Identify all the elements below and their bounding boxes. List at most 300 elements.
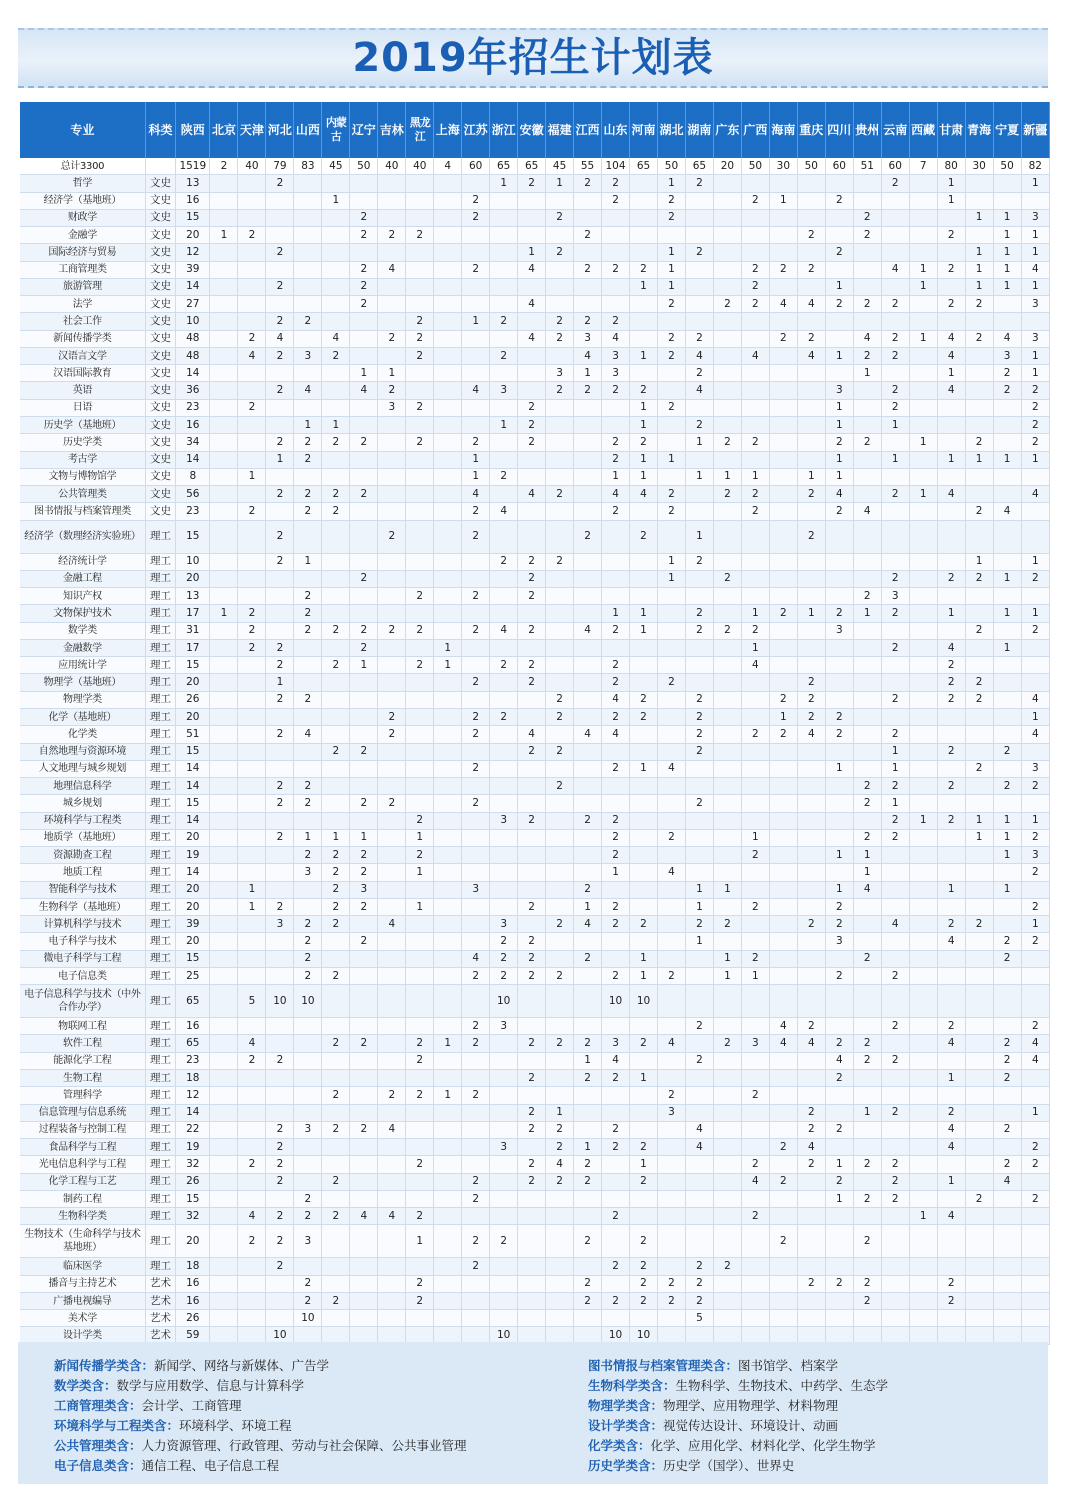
table-row	[20, 829, 1050, 846]
quota-cell: 4	[993, 503, 1021, 520]
quota-cell	[685, 1190, 713, 1207]
quota-cell	[630, 639, 658, 656]
header-category: 科类	[145, 102, 175, 158]
quota-cell	[741, 451, 769, 468]
quota-cell: 17	[176, 639, 210, 656]
quota-cell	[210, 175, 238, 192]
quota-cell: 2	[993, 1070, 1021, 1087]
quota-cell	[965, 605, 993, 622]
quota-cell: 2	[685, 795, 713, 812]
quota-cell	[574, 639, 602, 656]
quota-cell: 2	[294, 605, 322, 622]
quota-cell: 1	[713, 881, 741, 898]
quota-cell	[602, 553, 630, 570]
legend-value: 化学、应用化学、材料化学、化学生物学	[650, 1438, 876, 1453]
quota-cell: 2	[685, 1292, 713, 1309]
quota-cell	[490, 760, 518, 777]
quota-cell	[574, 864, 602, 881]
major-cell: 总计3300	[20, 158, 145, 175]
quota-cell	[294, 1018, 322, 1035]
quota-cell: 2	[602, 382, 630, 399]
quota-cell	[294, 674, 322, 691]
quota-cell	[602, 278, 630, 295]
quota-cell	[574, 1121, 602, 1138]
quota-cell	[546, 795, 574, 812]
table-row	[20, 296, 1050, 313]
quota-cell: 4	[630, 486, 658, 503]
quota-cell: 2	[322, 347, 350, 364]
major-cell: 考古学	[20, 451, 145, 468]
quota-cell	[602, 296, 630, 313]
quota-cell	[937, 1258, 965, 1275]
quota-cell	[350, 503, 378, 520]
quota-cell	[797, 209, 825, 226]
quota-cell	[909, 416, 937, 433]
quota-cell	[937, 985, 965, 1018]
quota-cell	[462, 605, 490, 622]
quota-cell	[490, 1156, 518, 1173]
quota-cell	[322, 244, 350, 261]
quota-cell: 18	[176, 1258, 210, 1275]
quota-cell	[853, 1258, 881, 1275]
quota-cell	[434, 520, 462, 553]
quota-cell	[797, 1190, 825, 1207]
quota-cell: 40	[378, 158, 406, 175]
quota-cell	[909, 881, 937, 898]
quota-cell: 4	[518, 486, 546, 503]
quota-cell	[630, 743, 658, 760]
quota-cell	[350, 192, 378, 209]
quota-cell	[657, 605, 685, 622]
quota-cell	[294, 244, 322, 261]
quota-cell	[713, 985, 741, 1018]
quota-cell	[406, 708, 434, 725]
quota-cell: 2	[490, 967, 518, 984]
quota-cell: 1	[294, 829, 322, 846]
quota-cell	[238, 261, 266, 278]
quota-cell	[434, 726, 462, 743]
category-cell: 理工	[145, 726, 175, 743]
quota-cell	[518, 985, 546, 1018]
quota-cell	[210, 657, 238, 674]
quota-cell	[769, 227, 797, 244]
quota-cell	[266, 1035, 294, 1052]
quota-cell: 2	[965, 503, 993, 520]
quota-cell	[630, 657, 658, 674]
quota-cell	[657, 365, 685, 382]
quota-cell	[909, 570, 937, 587]
quota-cell: 1	[1021, 175, 1049, 192]
quota-cell	[546, 760, 574, 777]
header-province: 新疆	[1021, 102, 1049, 158]
quota-cell: 1	[909, 330, 937, 347]
quota-cell: 3	[825, 382, 853, 399]
quota-cell: 2	[657, 1087, 685, 1104]
quota-cell: 2	[993, 743, 1021, 760]
quota-cell	[378, 1052, 406, 1069]
quota-cell	[769, 175, 797, 192]
quota-cell	[210, 451, 238, 468]
header-province: 甘肃	[937, 102, 965, 158]
legend-value: 数学与应用数学、信息与计算科学	[116, 1378, 305, 1393]
quota-cell	[518, 1225, 546, 1258]
quota-cell: 2	[266, 1121, 294, 1138]
quota-cell	[1021, 881, 1049, 898]
legend-value: 环境科学、环境工程	[179, 1418, 292, 1433]
quota-cell	[825, 365, 853, 382]
quota-cell	[406, 1190, 434, 1207]
quota-cell: 2	[518, 434, 546, 451]
quota-cell	[881, 985, 909, 1018]
quota-cell	[490, 864, 518, 881]
table-row	[20, 278, 1050, 295]
quota-cell	[434, 588, 462, 605]
quota-cell	[238, 1104, 266, 1121]
quota-cell	[741, 588, 769, 605]
quota-cell	[546, 399, 574, 416]
major-cell: 信息管理与信息系统	[20, 1104, 145, 1121]
quota-cell	[630, 933, 658, 950]
quota-cell	[434, 244, 462, 261]
quota-cell: 4	[462, 486, 490, 503]
quota-cell	[797, 950, 825, 967]
quota-cell: 2	[546, 1035, 574, 1052]
quota-cell: 2	[602, 451, 630, 468]
category-cell: 理工	[145, 639, 175, 656]
legend-item	[588, 1416, 888, 1436]
quota-cell	[881, 1275, 909, 1292]
quota-cell: 2	[462, 726, 490, 743]
quota-cell: 4	[993, 1173, 1021, 1190]
quota-cell: 2	[881, 639, 909, 656]
quota-cell	[853, 1173, 881, 1190]
quota-cell	[937, 795, 965, 812]
quota-cell: 2	[462, 708, 490, 725]
header-province: 湖南	[685, 102, 713, 158]
quota-cell	[825, 553, 853, 570]
quota-cell	[266, 881, 294, 898]
quota-cell	[685, 1087, 713, 1104]
quota-cell	[518, 503, 546, 520]
quota-cell: 1	[657, 175, 685, 192]
quota-cell	[294, 1052, 322, 1069]
quota-cell	[490, 296, 518, 313]
quota-cell: 2	[853, 1035, 881, 1052]
quota-cell	[769, 209, 797, 226]
quota-cell	[657, 933, 685, 950]
quota-cell: 2	[602, 434, 630, 451]
quota-cell	[434, 365, 462, 382]
category-cell: 文史	[145, 503, 175, 520]
quota-cell: 2	[965, 434, 993, 451]
quota-cell	[378, 933, 406, 950]
quota-cell: 2	[853, 588, 881, 605]
quota-cell	[350, 1070, 378, 1087]
quota-cell: 2	[266, 657, 294, 674]
quota-cell	[909, 520, 937, 553]
quota-cell	[769, 382, 797, 399]
quota-cell: 1	[937, 451, 965, 468]
quota-cell	[1021, 1070, 1049, 1087]
quota-cell	[741, 1018, 769, 1035]
quota-cell	[434, 209, 462, 226]
legend-key: 公共管理类含：	[54, 1438, 142, 1453]
quota-cell: 2	[294, 1208, 322, 1225]
quota-cell	[266, 570, 294, 587]
quota-cell	[210, 192, 238, 209]
quota-cell: 2	[462, 674, 490, 691]
quota-cell	[993, 795, 1021, 812]
quota-cell	[294, 1156, 322, 1173]
category-cell	[145, 158, 175, 175]
quota-cell: 4	[853, 503, 881, 520]
quota-cell: 2	[574, 1156, 602, 1173]
category-cell: 理工	[145, 691, 175, 708]
quota-cell	[685, 778, 713, 795]
major-cell: 环境科学与工程类	[20, 812, 145, 829]
quota-cell: 2	[406, 657, 434, 674]
quota-cell	[462, 330, 490, 347]
quota-cell	[266, 1087, 294, 1104]
quota-cell	[294, 1139, 322, 1156]
quota-cell	[965, 1173, 993, 1190]
quota-cell	[713, 933, 741, 950]
category-cell: 理工	[145, 812, 175, 829]
quota-cell	[602, 1087, 630, 1104]
quota-cell: 2	[238, 227, 266, 244]
quota-cell	[546, 261, 574, 278]
quota-cell	[825, 209, 853, 226]
quota-cell	[1021, 1310, 1049, 1327]
quota-cell	[378, 503, 406, 520]
legend-item	[54, 1456, 467, 1476]
quota-cell: 1	[685, 434, 713, 451]
category-cell: 文史	[145, 468, 175, 485]
quota-cell	[685, 451, 713, 468]
quota-cell	[294, 708, 322, 725]
table-row	[20, 1208, 1050, 1225]
quota-cell	[909, 639, 937, 656]
quota-cell	[434, 1052, 462, 1069]
quota-cell	[378, 296, 406, 313]
quota-cell	[490, 1275, 518, 1292]
quota-cell	[322, 278, 350, 295]
quota-cell	[965, 416, 993, 433]
quota-cell	[909, 227, 937, 244]
quota-cell: 2	[685, 743, 713, 760]
quota-cell	[322, 760, 350, 777]
quota-cell	[909, 743, 937, 760]
quota-cell	[434, 416, 462, 433]
quota-cell	[322, 1156, 350, 1173]
quota-cell	[518, 847, 546, 864]
quota-cell: 2	[602, 812, 630, 829]
quota-cell	[210, 1035, 238, 1052]
quota-cell	[685, 192, 713, 209]
quota-cell	[546, 520, 574, 553]
quota-cell	[797, 1173, 825, 1190]
major-cell: 金融数学	[20, 639, 145, 656]
quota-cell: 2	[965, 570, 993, 587]
quota-cell	[490, 1208, 518, 1225]
quota-cell: 1	[853, 365, 881, 382]
quota-cell: 2	[406, 330, 434, 347]
category-cell: 理工	[145, 795, 175, 812]
quota-cell	[210, 708, 238, 725]
quota-cell	[937, 1052, 965, 1069]
quota-cell	[434, 829, 462, 846]
quota-cell: 2	[937, 296, 965, 313]
quota-cell: 2	[630, 691, 658, 708]
quota-cell	[1021, 674, 1049, 691]
quota-cell	[266, 261, 294, 278]
quota-cell: 50	[741, 158, 769, 175]
quota-cell	[518, 795, 546, 812]
category-cell: 文史	[145, 347, 175, 364]
quota-cell	[490, 1173, 518, 1190]
quota-cell	[937, 950, 965, 967]
major-cell: 微电子科学与工程	[20, 950, 145, 967]
quota-cell: 2	[406, 1052, 434, 1069]
quota-cell: 2	[574, 313, 602, 330]
quota-cell	[518, 1292, 546, 1309]
quota-cell: 10	[602, 985, 630, 1018]
quota-cell	[909, 916, 937, 933]
quota-cell	[210, 1310, 238, 1327]
major-cell: 国际经济与贸易	[20, 244, 145, 261]
quota-cell: 1	[630, 967, 658, 984]
quota-cell	[574, 967, 602, 984]
quota-cell	[993, 760, 1021, 777]
quota-cell	[518, 278, 546, 295]
quota-cell	[210, 639, 238, 656]
quota-cell	[630, 365, 658, 382]
quota-cell	[713, 605, 741, 622]
quota-cell	[630, 244, 658, 261]
quota-cell	[685, 227, 713, 244]
quota-cell	[462, 916, 490, 933]
quota-cell	[434, 898, 462, 915]
quota-cell	[434, 916, 462, 933]
quota-cell	[853, 1139, 881, 1156]
quota-cell: 4	[769, 296, 797, 313]
quota-cell	[797, 588, 825, 605]
quota-cell: 1	[769, 708, 797, 725]
quota-cell	[294, 570, 322, 587]
quota-cell	[881, 933, 909, 950]
quota-cell	[825, 227, 853, 244]
quota-cell	[378, 605, 406, 622]
quota-cell	[657, 416, 685, 433]
quota-cell	[881, 657, 909, 674]
quota-cell	[602, 1018, 630, 1035]
major-cell: 历史学（基地班）	[20, 416, 145, 433]
category-cell: 理工	[145, 1070, 175, 1087]
quota-cell	[602, 1104, 630, 1121]
quota-cell	[713, 278, 741, 295]
quota-cell: 2	[713, 916, 741, 933]
quota-cell: 2	[1021, 382, 1049, 399]
quota-cell	[546, 588, 574, 605]
quota-cell	[713, 1156, 741, 1173]
quota-cell	[350, 916, 378, 933]
quota-cell: 2	[965, 691, 993, 708]
quota-cell: 4	[602, 1052, 630, 1069]
quota-cell: 2	[853, 296, 881, 313]
quota-cell: 1	[406, 864, 434, 881]
quota-cell: 2	[685, 1052, 713, 1069]
quota-cell	[322, 1052, 350, 1069]
quota-cell: 2	[322, 1035, 350, 1052]
quota-cell: 2	[294, 933, 322, 950]
quota-cell: 2	[602, 967, 630, 984]
quota-cell	[378, 760, 406, 777]
quota-cell	[546, 950, 574, 967]
quota-cell	[797, 1258, 825, 1275]
quota-cell: 2	[462, 261, 490, 278]
quota-cell	[657, 898, 685, 915]
quota-cell	[797, 1225, 825, 1258]
quota-cell	[797, 434, 825, 451]
quota-cell	[518, 760, 546, 777]
quota-cell: 4	[602, 486, 630, 503]
quota-cell: 2	[574, 1292, 602, 1309]
plan-table-wrapper	[20, 102, 1050, 1345]
quota-cell: 2	[294, 950, 322, 967]
quota-cell	[462, 227, 490, 244]
quota-cell	[937, 1225, 965, 1258]
quota-cell	[685, 847, 713, 864]
quota-cell	[797, 657, 825, 674]
quota-cell: 2	[602, 1258, 630, 1275]
header-province: 四川	[825, 102, 853, 158]
quota-cell	[937, 503, 965, 520]
quota-cell: 3	[741, 1035, 769, 1052]
major-cell: 财政学	[20, 209, 145, 226]
quota-cell: 2	[546, 382, 574, 399]
quota-cell: 2	[602, 829, 630, 846]
quota-cell: 2	[518, 1156, 546, 1173]
legend-item	[54, 1396, 467, 1416]
quota-cell	[937, 1156, 965, 1173]
quota-cell	[518, 347, 546, 364]
quota-cell	[741, 553, 769, 570]
quota-cell	[322, 674, 350, 691]
quota-cell	[657, 691, 685, 708]
quota-cell	[490, 691, 518, 708]
quota-cell	[518, 1275, 546, 1292]
quota-cell: 2	[518, 743, 546, 760]
quota-cell: 2	[881, 1173, 909, 1190]
quota-cell: 4	[518, 330, 546, 347]
quota-cell	[350, 468, 378, 485]
quota-cell	[210, 985, 238, 1018]
major-cell: 地理信息科学	[20, 778, 145, 795]
quota-cell	[853, 175, 881, 192]
quota-cell: 2	[406, 347, 434, 364]
quota-cell: 2	[350, 486, 378, 503]
quota-cell: 2	[602, 622, 630, 639]
quota-cell	[378, 950, 406, 967]
quota-cell: 10	[294, 1310, 322, 1327]
quota-cell: 2	[350, 1035, 378, 1052]
quota-cell: 20	[176, 881, 210, 898]
quota-cell: 2	[741, 898, 769, 915]
quota-cell: 51	[176, 726, 210, 743]
quota-cell	[630, 1190, 658, 1207]
quota-cell	[965, 708, 993, 725]
quota-cell	[825, 778, 853, 795]
